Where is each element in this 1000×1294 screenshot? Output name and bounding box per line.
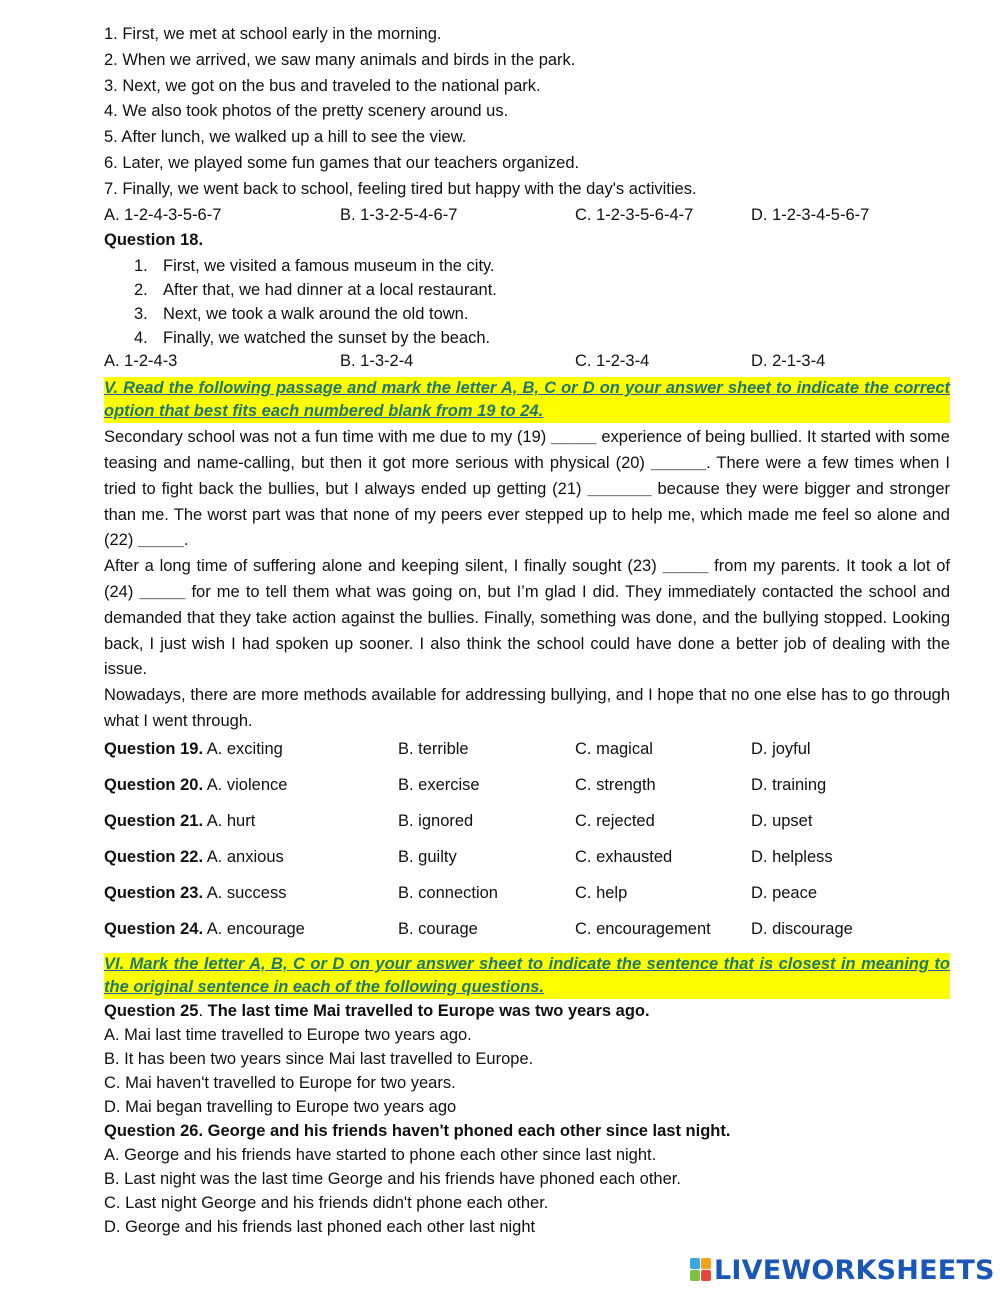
q25-option-a: A. Mai last time travelled to Europe two years ago. [104, 1025, 472, 1044]
list-item [104, 326, 950, 350]
list-item: 6. Later, we played some fun games that our teachers organized. [104, 153, 580, 172]
list-item: 1. First, we met at school early in the morning. [104, 25, 442, 43]
question-row [104, 917, 950, 953]
q25-stem [104, 999, 950, 1023]
q18-option-b: B. 1-3-2-4 [340, 352, 414, 371]
option-a: A. anxious [203, 847, 284, 866]
option-b: B. exercise [398, 775, 480, 794]
list-item: 7. Finally, we went back to school, feeling tired but happy with the day's activities. [104, 179, 697, 198]
passage-text: because they were bigger and stronger than me. The worst part was that none of my peers ever stepped up to help me, which made me feel so alone and (22) [104, 479, 951, 550]
option-b: B. connection [398, 883, 498, 902]
list-item-text: After that, we had dinner at a local restaurant. [163, 281, 497, 300]
question-label: Question 23. [104, 883, 204, 902]
passage-text: Secondary school was not a fun time with me due to my (19) [104, 428, 551, 447]
q26-option-d: D. George and his friends last phoned each other last night [104, 1217, 536, 1236]
question-label: Question 22. [104, 847, 204, 866]
blank-20: ______ [651, 453, 707, 472]
list-item: 2. When we arrived, we saw many animals and birds in the park. [104, 50, 576, 69]
list-item: 3. Next, we got on the bus and traveled to the national park. [104, 76, 541, 95]
q18-options [104, 350, 950, 372]
option-c: C. help [575, 883, 628, 902]
question-label: Question 20. [104, 775, 204, 794]
q26-option-c: C. Last night George and his friends didn't phone each other. [104, 1193, 549, 1212]
question-label: Question 25 [104, 1001, 199, 1020]
question-label-and-option-a [104, 809, 255, 833]
passage-paragraph-1 [104, 425, 950, 554]
question-separator: . [198, 1001, 208, 1020]
question-label-and-option-a [104, 917, 305, 941]
passage-text: . [183, 531, 189, 550]
worksheet-page [104, 22, 950, 1239]
q17-option-c: C. 1-2-3-5-6-4-7 [575, 205, 694, 224]
q17-option-a: A. 1-2-4-3-5-6-7 [104, 205, 222, 224]
question-row [104, 845, 950, 881]
question-label: Question 19. [104, 739, 204, 758]
option-a: A. encourage [203, 919, 305, 938]
list-item [104, 254, 950, 278]
q17-option-b: B. 1-3-2-5-4-6-7 [340, 205, 458, 224]
cloze-question-list [104, 737, 950, 953]
list-item [104, 278, 950, 302]
q26-option-b: B. Last night was the last time George and his friends have phoned each other. [104, 1169, 681, 1188]
list-item-text: Finally, we watched the sunset by the beach. [163, 329, 491, 348]
list-item-text: Next, we took a walk around the old town. [163, 305, 469, 324]
q17-option-d: D. 1-2-3-4-5-6-7 [751, 205, 870, 224]
list-item: 4. We also took photos of the pretty scenery around us. [104, 102, 509, 121]
question-row [104, 881, 950, 917]
passage-text: from my parents. It took a lot of (24) [104, 557, 950, 601]
q17-options [104, 203, 950, 229]
q26-stem: Question 26. George and his friends haven't phoned each other since last night. [104, 1121, 731, 1140]
question-label-and-option-a [104, 845, 284, 869]
section-v-heading: V. Read the following passage and mark the letter A, B, C or D on your answer sheet to indicate the correct option that best fits each numbered blank from 19 to 24. [104, 377, 950, 423]
list-item-number: 4. [134, 329, 148, 348]
q25-option-d: D. Mai began travelling to Europe two years ago [104, 1097, 457, 1116]
q18-title: Question 18. [104, 231, 204, 250]
option-c: C. exhausted [575, 847, 673, 866]
section-vi-heading: VI. Mark the letter A, B, C or D on your answer sheet to indicate the sentence that is closest in meaning to the original sentence in each of the following questions. [104, 953, 950, 999]
passage-paragraph-2 [104, 554, 950, 683]
option-d: D. peace [751, 883, 818, 902]
q26-option-a: A. George and his friends have started to phone each other since last night. [104, 1145, 657, 1164]
blank-23: _____ [662, 557, 709, 576]
list-item-number: 1. [134, 257, 148, 276]
q18-option-a: A. 1-2-4-3 [104, 352, 178, 371]
question-label: Question 24. [104, 919, 204, 938]
q25-option-c: C. Mai haven't travelled to Europe for two years. [104, 1073, 456, 1092]
blank-24: _____ [139, 582, 186, 601]
list-item-number: 2. [134, 281, 148, 300]
passage-text: . There were a few times when I tried to fight back the bullies, but I always ended up getting (21) [104, 453, 950, 498]
passage-text: After a long time of suffering alone and keeping silent, I finally sought (23) [104, 557, 663, 576]
option-a: A. success [203, 883, 287, 902]
passage-paragraph-3: Nowadays, there are more methods available for addressing bullying, and I hope that no one else has to go through what I went through. [104, 686, 950, 730]
option-a: A. hurt [203, 811, 256, 830]
blank-19: _____ [550, 428, 597, 447]
question-label-and-option-a [104, 773, 287, 797]
passage-text: for me to tell them what was going on, but I’m glad I did. They immediately contacted the school and demanded that they take action against the bullies. Finally, something was done, and the bullying stopped. Looking back, I just wish I had spoken up sooner. I also think the school could have done a better job of dealing with the issue. [104, 582, 950, 679]
option-d: D. upset [751, 811, 813, 830]
blank-22: _____ [137, 531, 184, 550]
option-a: A. violence [203, 775, 288, 794]
q18-item-list [104, 254, 950, 350]
question-row [104, 809, 950, 845]
option-d: D. discourage [751, 919, 853, 938]
question-label: Question 21. [104, 811, 204, 830]
option-a: A. exciting [203, 739, 283, 758]
q18-option-c: C. 1-2-3-4 [575, 352, 650, 371]
option-d: D. training [751, 775, 827, 794]
option-b: B. terrible [398, 739, 469, 758]
option-c: C. magical [575, 739, 653, 758]
option-b: B. ignored [398, 811, 474, 830]
option-c: C. rejected [575, 811, 655, 830]
list-item-text: First, we visited a famous museum in the city. [163, 257, 495, 276]
option-c: C. strength [575, 775, 656, 794]
question-label-and-option-a [104, 737, 283, 761]
question-label-and-option-a [104, 881, 286, 905]
option-b: B. courage [398, 919, 478, 938]
list-item: 5. After lunch, we walked up a hill to see the view. [104, 128, 467, 147]
q17-item-list [104, 22, 950, 203]
liveworksheets-logo-icon [690, 1258, 712, 1282]
q25-option-b: B. It has been two years since Mai last travelled to Europe. [104, 1049, 534, 1068]
question-row [104, 737, 950, 773]
logo-text: LIVEWORKSHEETS [714, 1254, 995, 1286]
option-d: D. joyful [751, 739, 811, 758]
option-b: B. guilty [398, 847, 457, 866]
q18-option-d: D. 2-1-3-4 [751, 352, 826, 371]
question-row [104, 773, 950, 809]
passage-text: experience of being bullied. It started with some teasing and name-calling, but then it got more serious with physical (20) [104, 428, 950, 472]
liveworksheets-logo[interactable] [690, 1254, 995, 1286]
blank-21: _______ [587, 479, 652, 498]
question-stem: The last time Mai travelled to Europe was two years ago. [207, 1001, 650, 1020]
list-item [104, 302, 950, 326]
option-c: C. encouragement [575, 919, 711, 938]
list-item-number: 3. [134, 305, 148, 324]
option-d: D. helpless [751, 847, 833, 866]
